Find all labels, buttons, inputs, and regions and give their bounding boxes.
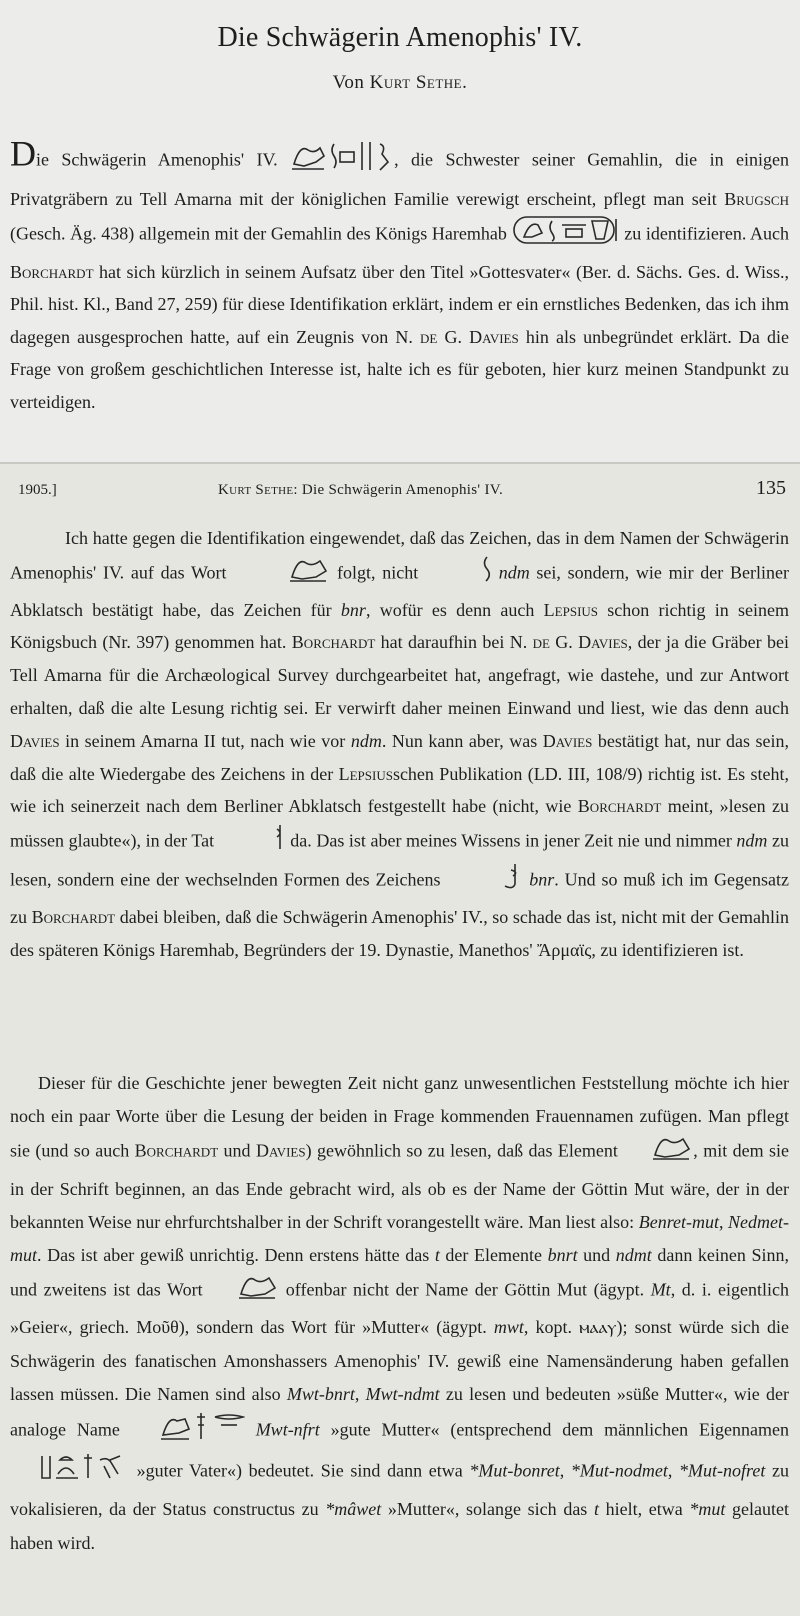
body-paragraph-2: Dieser für die Geschichte jener bewegten Zeit nicht ganz unwesentlichen Feststellung möchte ich hier noch ein paar Worte über die Lesung der beiden in Frage kommenden Frauennamen zufügen. Man pflegt sie (und so auch Borchardt und Davies) gewöhnlich so zu lesen, daß das Element , mit dem sie in der Schrift beginnen, an das Ende gebracht wird, als ob es der Name der Göttin Mut wäre, der in der bekannten Weise nur ehrfurchtshalber in der Schrift vorangestellt wäre. Man liest also: Benret-mut, Nedmet-mut. Das ist aber gewiß unrichtig. Denn erstens hätte das t der Elemente bnrt und ndmt dann keinen Sinn, und zweitens ist das Wort offenbar nicht der Name der Göttin Mut (ägypt. Mt, d. i. eigentlich »Geier«, griech. Μοῦθ), sondern das Wort für »Mutter« (ägypt. mwt, kopt. ⲙⲁⲁⲩ); sonst würde sich die Schwägerin des fanatischen Amonshassers Amenophis' IV. gewiß eine Namensänderung haben gefallen lassen müssen. Die Namen sind also Mwt-bnrt, Mwt-ndmt zu lesen und bedeuten »süße Mutter«, wie der analoge Name Mwt-nfrt »gute Mutter« (entsprechend dem männlichen Eigennamen »guter Vater«) bedeutet. Sie sind dann etwa *Mut-bonret, *Mut-nodmet, *Mut-nofret zu vokalisieren, da der Status constructus zu *mâwet »Mutter«, solange sich das t hielt, etwa *mut gelautet haben wird. [10,1073,790,1553]
intro-paragraph: Die Schwägerin Amenophis' IV. , die Schwester seiner Gemahlin, die in einigen Privatgräbern zu Tell Amarna mit der königlichen Familie verewigt erscheint, pflegt man seit Brugsch (Gesch. Äg. 438) allgemein mit der Gemahlin des Königs Haremhab zu identifizieren. Auch Borchardt hat sich kürzlich in seinem Aufsatz über den Titel »Gottesvater« (Ber. d. Sächs. Ges. d. Wiss., Phil. hist. Kl., Band 27, 259) für diese Identifikation erklärt, indem er ein ernstliches Bedenken, das ich ihm dagegen ausgesprochen hatte, auf ein Zeugnis von N. de G. Davies hin als unbegründet erklärt. Da die Frage von großem geschichtlichen Interesse ist, halte ich es für geboten, hier kurz meinen Standpunkt zu verteidigen. [10,133,790,412]
bnr-form-icon [446,862,523,901]
drop-cap: D [10,133,36,174]
running-head [18,477,786,504]
article-title: Die Schwägerin Amenophis' IV. [217,22,583,53]
running-head-title: Kurt Sethe: Die Schwägerin Amenophis' IV. [218,482,503,498]
ndm-sign-icon [425,555,492,594]
vulture-hieroglyph-icon [209,1272,279,1311]
father-name-hieroglyph-icon [10,1452,130,1493]
hieroglyph-name-icon [290,140,394,183]
page-number: 135 [756,477,786,499]
mwt-nfrt-hieroglyph-icon [131,1411,245,1452]
body-paragraph-1: Ich hatte gegen die Identifikation eingewendet, daß das Zeichen, das in dem Namen der Schwägerin Amenophis' IV. auf das Wort folgt, nicht ndm sei, sondern, wie mir der Berliner Abklatsch bestätigt habe, das Zeichen für bnr, wofür es denn auch Lepsius schon richtig in seinem Königsbuch (Nr. 397) genommen hat. Borchardt hat daraufhin bei N. de G. Davies, der ja die Gräber bei Tell Amarna für die Archæological Survey durchgearbeitet hat, angefragt, wie dastehe, und zur Antwort erhalten, daß die alte Lesung richtig sei. Er verwirft daher meinen Einwand und liest, wie das denn auch Davies in seinem Amarna II tut, nach wie vor ndm. Nun kann aber, was Davies bestätigt hat, nur das sein, daß die alte Wiedergabe des Zeichens in der Lepsiusschen Publikation (LD. III, 108/9) richtig ist. Es steht, wie ich seinerzeit nach dem Berliner Abklatsch festgestellt habe (nicht, wie Borchardt meint, »lesen zu müssen glaubte«), in der Tat da. Das ist aber meines Wissens in jener Zeit nie und nimmer ndm zu lesen, sondern eine der wechselnden Formen des Zeichens bnr. Und so muß ich im Gegensatz zu Borchardt dabei bleiben, daß die Schwägerin Amenophis' IV., so schade das ist, nicht mit der Gemahlin des späteren Königs Haremhab, Begründers der 19. Dynastie, Manethos' Ἄρμαϊς, zu identifizieren ist. [10,528,790,960]
vulture-hieroglyph-icon [623,1133,693,1172]
article-author: Von Kurt Sethe. [332,72,468,93]
vulture-hieroglyph-icon [233,555,330,594]
running-head-year: 1905.] [18,482,57,498]
cartouche-hieroglyph-icon [512,215,620,256]
bnr-sign-icon [219,823,286,862]
